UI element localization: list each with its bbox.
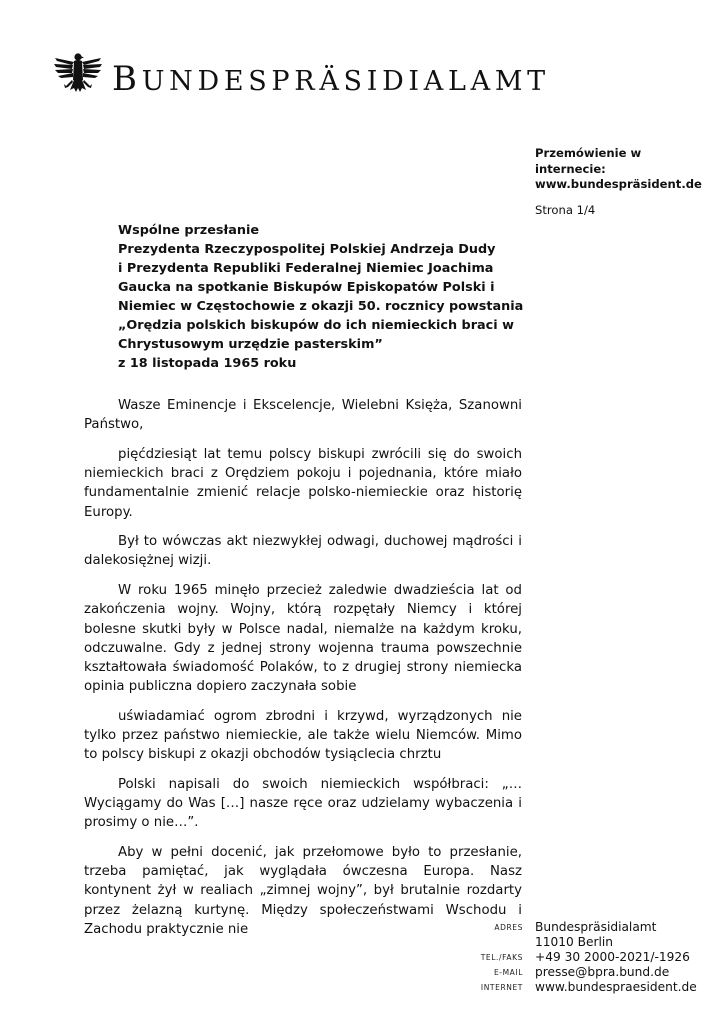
title-line: z 18 listopada 1965 roku: [118, 356, 297, 371]
email-address: presse@bpra.bund.de: [535, 965, 670, 979]
phone-number: +49 30 2000-2021/-1926: [535, 950, 690, 964]
document-body: [84, 396, 522, 950]
title-line: Wspólne przesłanie: [118, 223, 260, 238]
phone-label: TEL./FAKS: [480, 953, 523, 962]
body-paragraph: Był to wówczas akt niezwykłej odwagi, duchowej mądrości i dalekosiężnej wizji.: [84, 534, 522, 569]
federal-eagle-icon: [52, 50, 104, 100]
contact-footer: [440, 920, 710, 995]
sidebar-note-line: Przemówienie w: [535, 146, 642, 160]
title-line: Niemiec w Częstochowie z okazji 50. rocznicy powstania: [118, 299, 524, 314]
address-line: Bundespräsidialamt: [535, 920, 657, 934]
sidebar-note-line: www.bundespräsident.de: [535, 177, 702, 191]
title-line: Prezydenta Rzeczypospolitej Polskiej Andrzeja Dudy: [118, 242, 496, 257]
sidebar-note-line: internecie:: [535, 161, 606, 176]
body-paragraph: W roku 1965 minęło przecież zaledwie dwadzieścia lat od zakończenia wojny. Wojny, którą rozpętały Niemcy i której bolesne skutki były w Polsce nadal, niemalże na każdym kroku, odczuwalne. Gdy z jednej strony wojenna trauma powszechnie kształtowała świadomość Polaków, to z drugiej strony niemiecka opinia publiczna dopiero zaczynała sobie: [84, 583, 522, 695]
address-label: ADRES: [494, 923, 523, 932]
title-line: i Prezydenta Republiki Federalnej Niemiec Joachima: [118, 261, 494, 276]
sidebar-note: [535, 146, 715, 218]
body-paragraph: uświadamiać ogrom zbrodni i krzywd, wyrządzonych nie tylko przez państwo niemieckie, ale także wielu Niemców. Mimo to polscy biskupi z okazji obchodów tysiąclecia chrztu: [84, 708, 522, 763]
title-line: Gaucka na spotkanie Biskupów Episkopatów Polski i: [118, 280, 495, 295]
page-number: Strona 1/4: [535, 202, 596, 217]
title-line: Chrystusowym urzędzie pasterskim”: [118, 337, 383, 352]
body-paragraph: pięćdziesiąt lat temu polscy biskupi zwrócili się do swoich niemieckich braci z Orędziem pokoju i pojednania, które miało fundamentalnie zmienić relacje polsko-niemieckie oraz historię Europy.: [84, 446, 522, 520]
website-url: www.bundespraesident.de: [535, 980, 697, 994]
web-label: INTERNET: [480, 983, 523, 992]
body-paragraph: Aby w pełni docenić, jak przełomowe było to przesłanie, trzeba pamiętać, jak wyglądała ówczesna Europa. Nasz kontynent żył w realiach „zimnej wojny”, był brutalnie rozdarty przez żelazną kurtynę. Między społeczeństwami Wschodu i Zachodu praktycznie nie: [84, 845, 522, 937]
body-paragraph: Polski napisali do swoich niemieckich współbraci: „…Wyciągamy do Was […] nasze ręce oraz udzielamy wybaczenia i prosimy o nie…”.: [84, 776, 522, 831]
letterhead-logo: [52, 50, 550, 100]
address-line: 11010 Berlin: [535, 935, 614, 949]
title-line: „Orędzia polskich biskupów do ich niemieckich braci w: [118, 318, 514, 333]
letterhead-wordmark: BUNDESPRÄSIDIALAMT: [112, 59, 550, 99]
email-label: E-MAIL: [493, 968, 523, 977]
body-paragraph: Wasze Eminencje i Ekscelencje, Wielebni Księża, Szanowni Państwo,: [84, 398, 522, 433]
document-title: [118, 221, 538, 373]
